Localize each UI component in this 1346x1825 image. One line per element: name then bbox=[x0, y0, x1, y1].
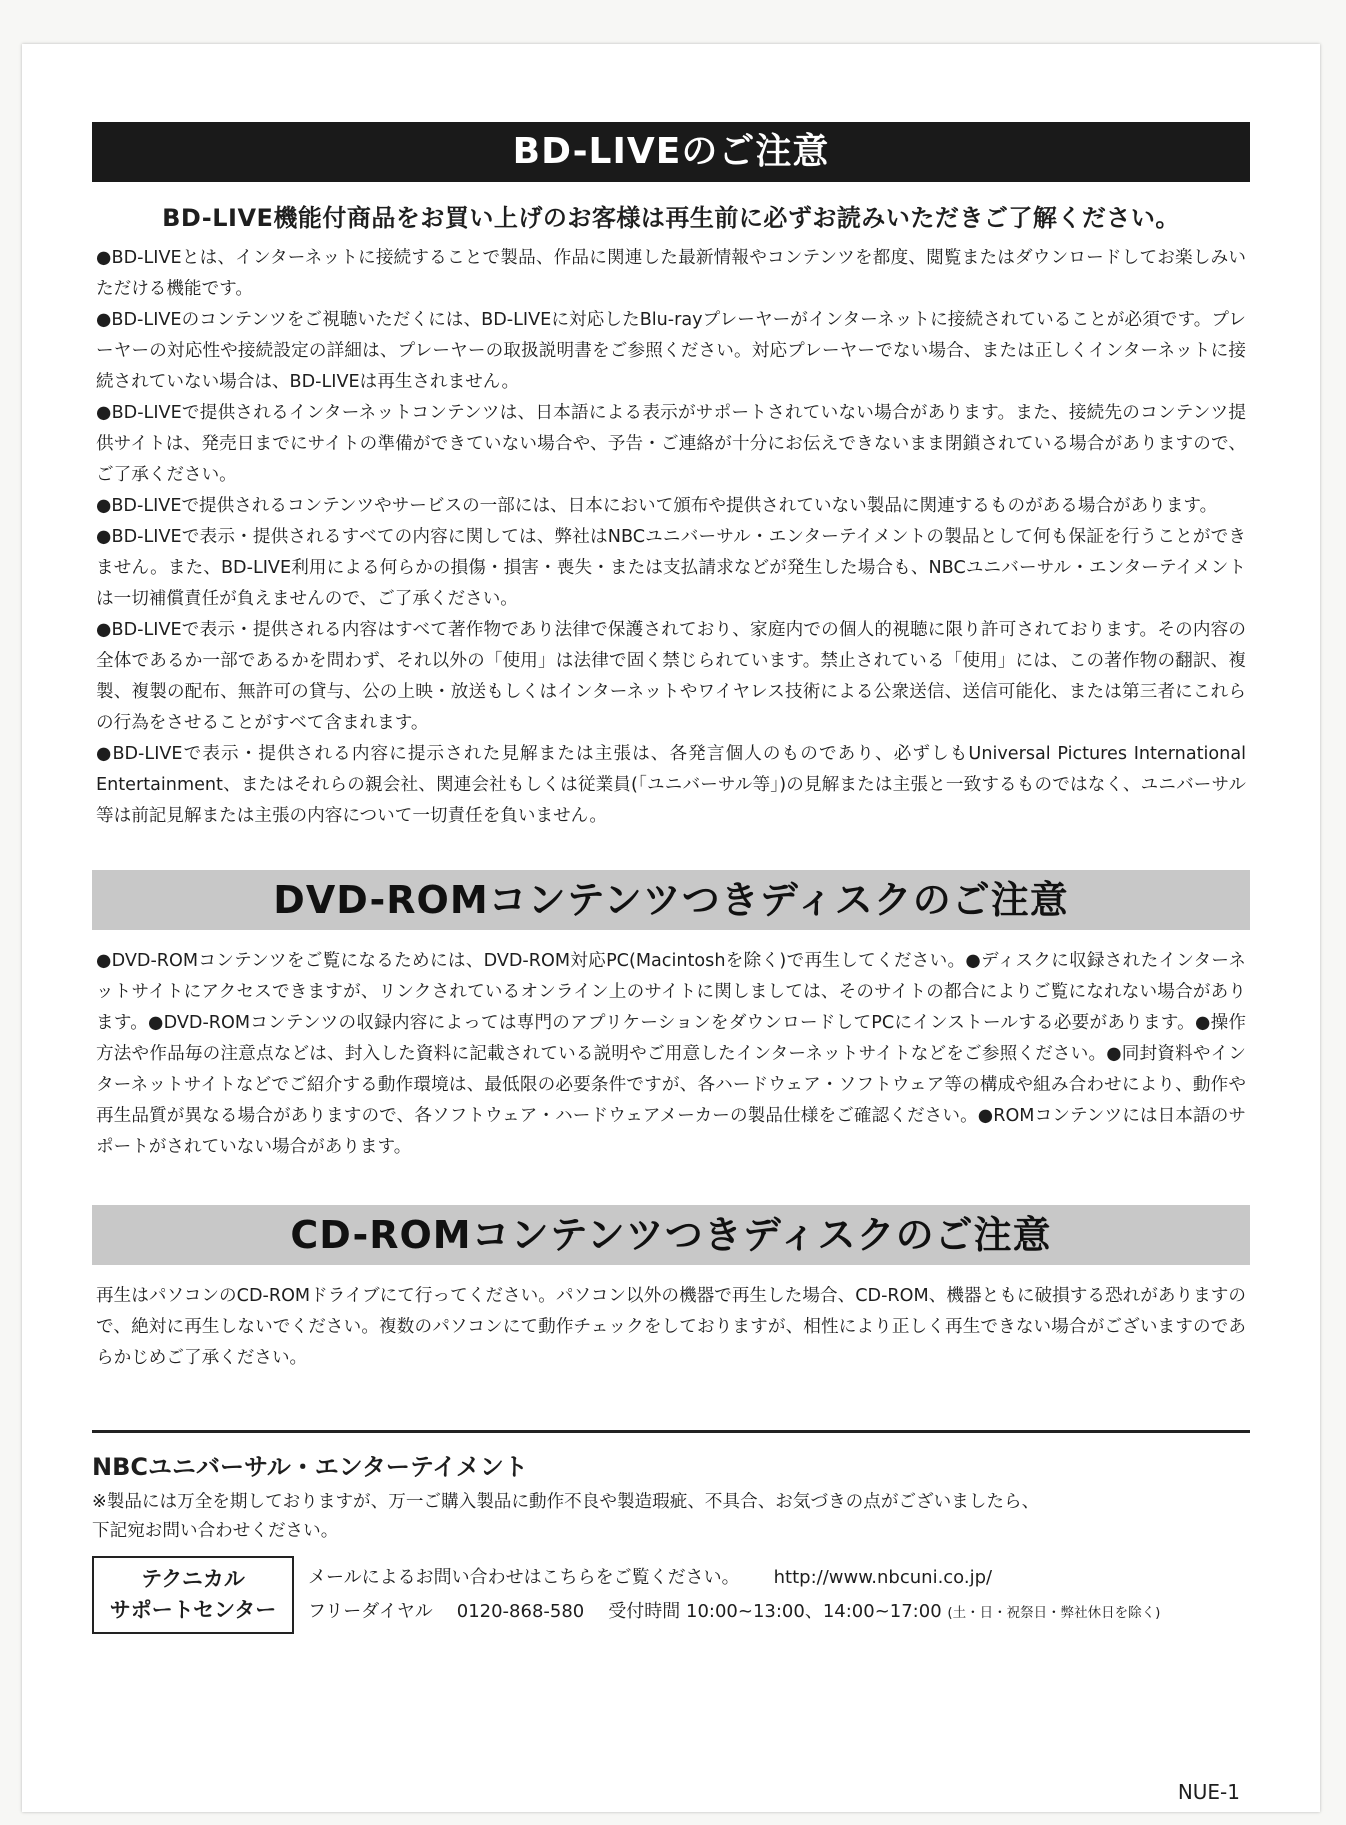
bd-live-item: ●BD-LIVEで提供されるコンテンツやサービスの一部には、日本において頒布や提供されていない製品に関連するものがある場合があります。 bbox=[96, 496, 1218, 516]
hours-label: 受付時間 bbox=[608, 1600, 681, 1622]
mail-contact-row bbox=[308, 1561, 1160, 1595]
notice-line-1: ※製品には万全を期しておりますが、万一ご購入製品に動作不良や製造瑕疵、不具合、お気づきの点がございましたら、 bbox=[92, 1492, 1040, 1512]
company-name: NBCユニバーサル・エンターテイメント bbox=[92, 1453, 528, 1481]
bd-live-list bbox=[92, 243, 1250, 832]
support-url-link[interactable]: http://www.nbcuni.co.jp/ bbox=[773, 1566, 993, 1588]
support-block bbox=[92, 1556, 1250, 1634]
support-center-label bbox=[92, 1556, 294, 1634]
bd-live-item: ●BD-LIVEとは、インターネットに接続することで製品、作品に関連した最新情報やコンテンツを都度、閲覧またはダウンロードしてお楽しみいただける機能です。 bbox=[96, 248, 1246, 299]
free-dial-number: 0120-868-580 bbox=[456, 1600, 585, 1622]
bd-live-item: ●BD-LIVEで表示・提供されるすべての内容に関しては、弊社はNBCユニバーサル・エンターテイメントの製品として何も保証を行うことができません。また、BD-LIVE利用による何らかの損傷・損害・喪失・または支払請求などが発生した場合も、NBCユニバーサル・エンターテイメントは一切補償責任が負えませんので、ご了承ください。 bbox=[96, 527, 1246, 609]
mail-contact-text: メールによるお問い合わせはこちらをご覧ください。 bbox=[308, 1566, 740, 1588]
cd-rom-body: 再生はパソコンのCD-ROMドライブにて行ってください。パソコン以外の機器で再生した場合、CD-ROM、機器ともに破損する恐れがありますので、絶対に再生しないでください。複数のパソコンにて動作チェックをしておりますが、相性により正しく再生できない場合がございますのであらかじめご了承ください。 bbox=[96, 1286, 1246, 1368]
section-spacer bbox=[92, 1374, 1250, 1430]
notice-line-2: 下記宛お問い合わせください。 bbox=[92, 1521, 339, 1541]
support-label-line-2: サポートセンター bbox=[109, 1598, 277, 1622]
bd-live-subtitle: BD-LIVE機能付商品をお買い上げのお客様は再生前に必ずお読みいただきご了解ください。 bbox=[162, 204, 1180, 232]
hours-note: (土・日・祝祭日・弊社休日を除く) bbox=[947, 1604, 1161, 1621]
dvd-rom-body: ●DVD-ROMコンテンツをご覧になるためには、DVD-ROM対応PC(Macintoshを除く)で再生してください。●ディスクに収録されたインターネットサイトにアクセスできますが、リンクされているオンライン上のサイトに関しましては、そのサイトの都合によりご覧になれない場合があります。●DVD-ROMコンテンツの収録内容によっては専門のアプリケーションをダウンロードしてPCにインストールする必要があります。●操作方法や作品毎の注意点などは、封入した資料に記載されている説明やご用意したインターネットサイトなどをご参照ください。●同封資料やインターネットサイトなどでご紹介する動作環境は、最低限の必要条件ですが、各ハードウェア・ソフトウェア等の構成や組み合わせにより、動作や再生品質が異なる場合がありますので、各ソフトウェア・ハードウェアメーカーの製品仕様をご確認ください。●ROMコンテンツには日本語のサポートがされていない場合があります。 bbox=[96, 951, 1246, 1157]
free-dial-label: フリーダイヤル bbox=[308, 1600, 433, 1622]
cd-rom-title: CD-ROMコンテンツつきディスクのご注意 bbox=[92, 1205, 1250, 1265]
bd-live-item: ●BD-LIVEで表示・提供される内容はすべて著作物であり法律で保護されており、家庭内での個人的視聴に限り許可されております。その内容の全体であるか一部であるかを問わず、それ以外の「使用」は法律で固く禁じられています。禁止されている「使用」には、この著作物の翻訳、複製、複製の配布、無許可の貸与、公の上映・放送もしくはインターネットやワイヤレス技術による公衆送信、送信可能化、または第三者にこれらの行為をさせることがすべて含まれます。 bbox=[96, 620, 1246, 733]
document-sheet bbox=[22, 44, 1320, 1812]
hours-value: 10:00~13:00、14:00~17:00 bbox=[686, 1600, 942, 1622]
dvd-rom-title: DVD-ROMコンテンツつきディスクのご注意 bbox=[92, 870, 1250, 930]
bd-live-item: ●BD-LIVEで提供されるインターネットコンテンツは、日本語による表示がサポートされていない場合があります。また、接続先のコンテンツ提供サイトは、発売日までにサイトの準備ができていない場合や、予告・ご連絡が十分にお伝えできないまま閉鎖されている場合がありますので、ご了承ください。 bbox=[96, 403, 1246, 485]
page-code: NUE-1 bbox=[1177, 1780, 1240, 1804]
support-contact-lines bbox=[308, 1561, 1160, 1630]
bd-live-item: ●BD-LIVEで表示・提供される内容に提示された見解または主張は、各発言個人のものであり、必ずしもUniversal Pictures International Entertainment、またはそれらの親会社、関連会社もしくは従業員(「ユニバーサル等」)の見解または主張と一致するものではなく、ユニバーサル等は前記見解または主張の内容について一切責任を負いません。 bbox=[96, 744, 1246, 826]
section-spacer bbox=[92, 1163, 1250, 1205]
section-spacer bbox=[92, 832, 1250, 870]
bd-live-item: ●BD-LIVEのコンテンツをご視聴いただくには、BD-LIVEに対応したBlu-rayプレーヤーがインターネットに接続されていることが必須です。プレーヤーの対応性や接続設定の詳細は、プレーヤーの取扱説明書をご参照ください。対応プレーヤーでない場合、または正しくインターネットに接続されていない場合は、BD-LIVEは再生されません。 bbox=[96, 310, 1246, 392]
phone-contact-row bbox=[308, 1595, 1160, 1630]
bd-live-title: BD-LIVEのご注意 bbox=[92, 122, 1250, 182]
footer-divider bbox=[92, 1430, 1250, 1433]
document-content bbox=[92, 122, 1250, 1634]
support-label-line-1: テクニカル bbox=[141, 1567, 245, 1591]
